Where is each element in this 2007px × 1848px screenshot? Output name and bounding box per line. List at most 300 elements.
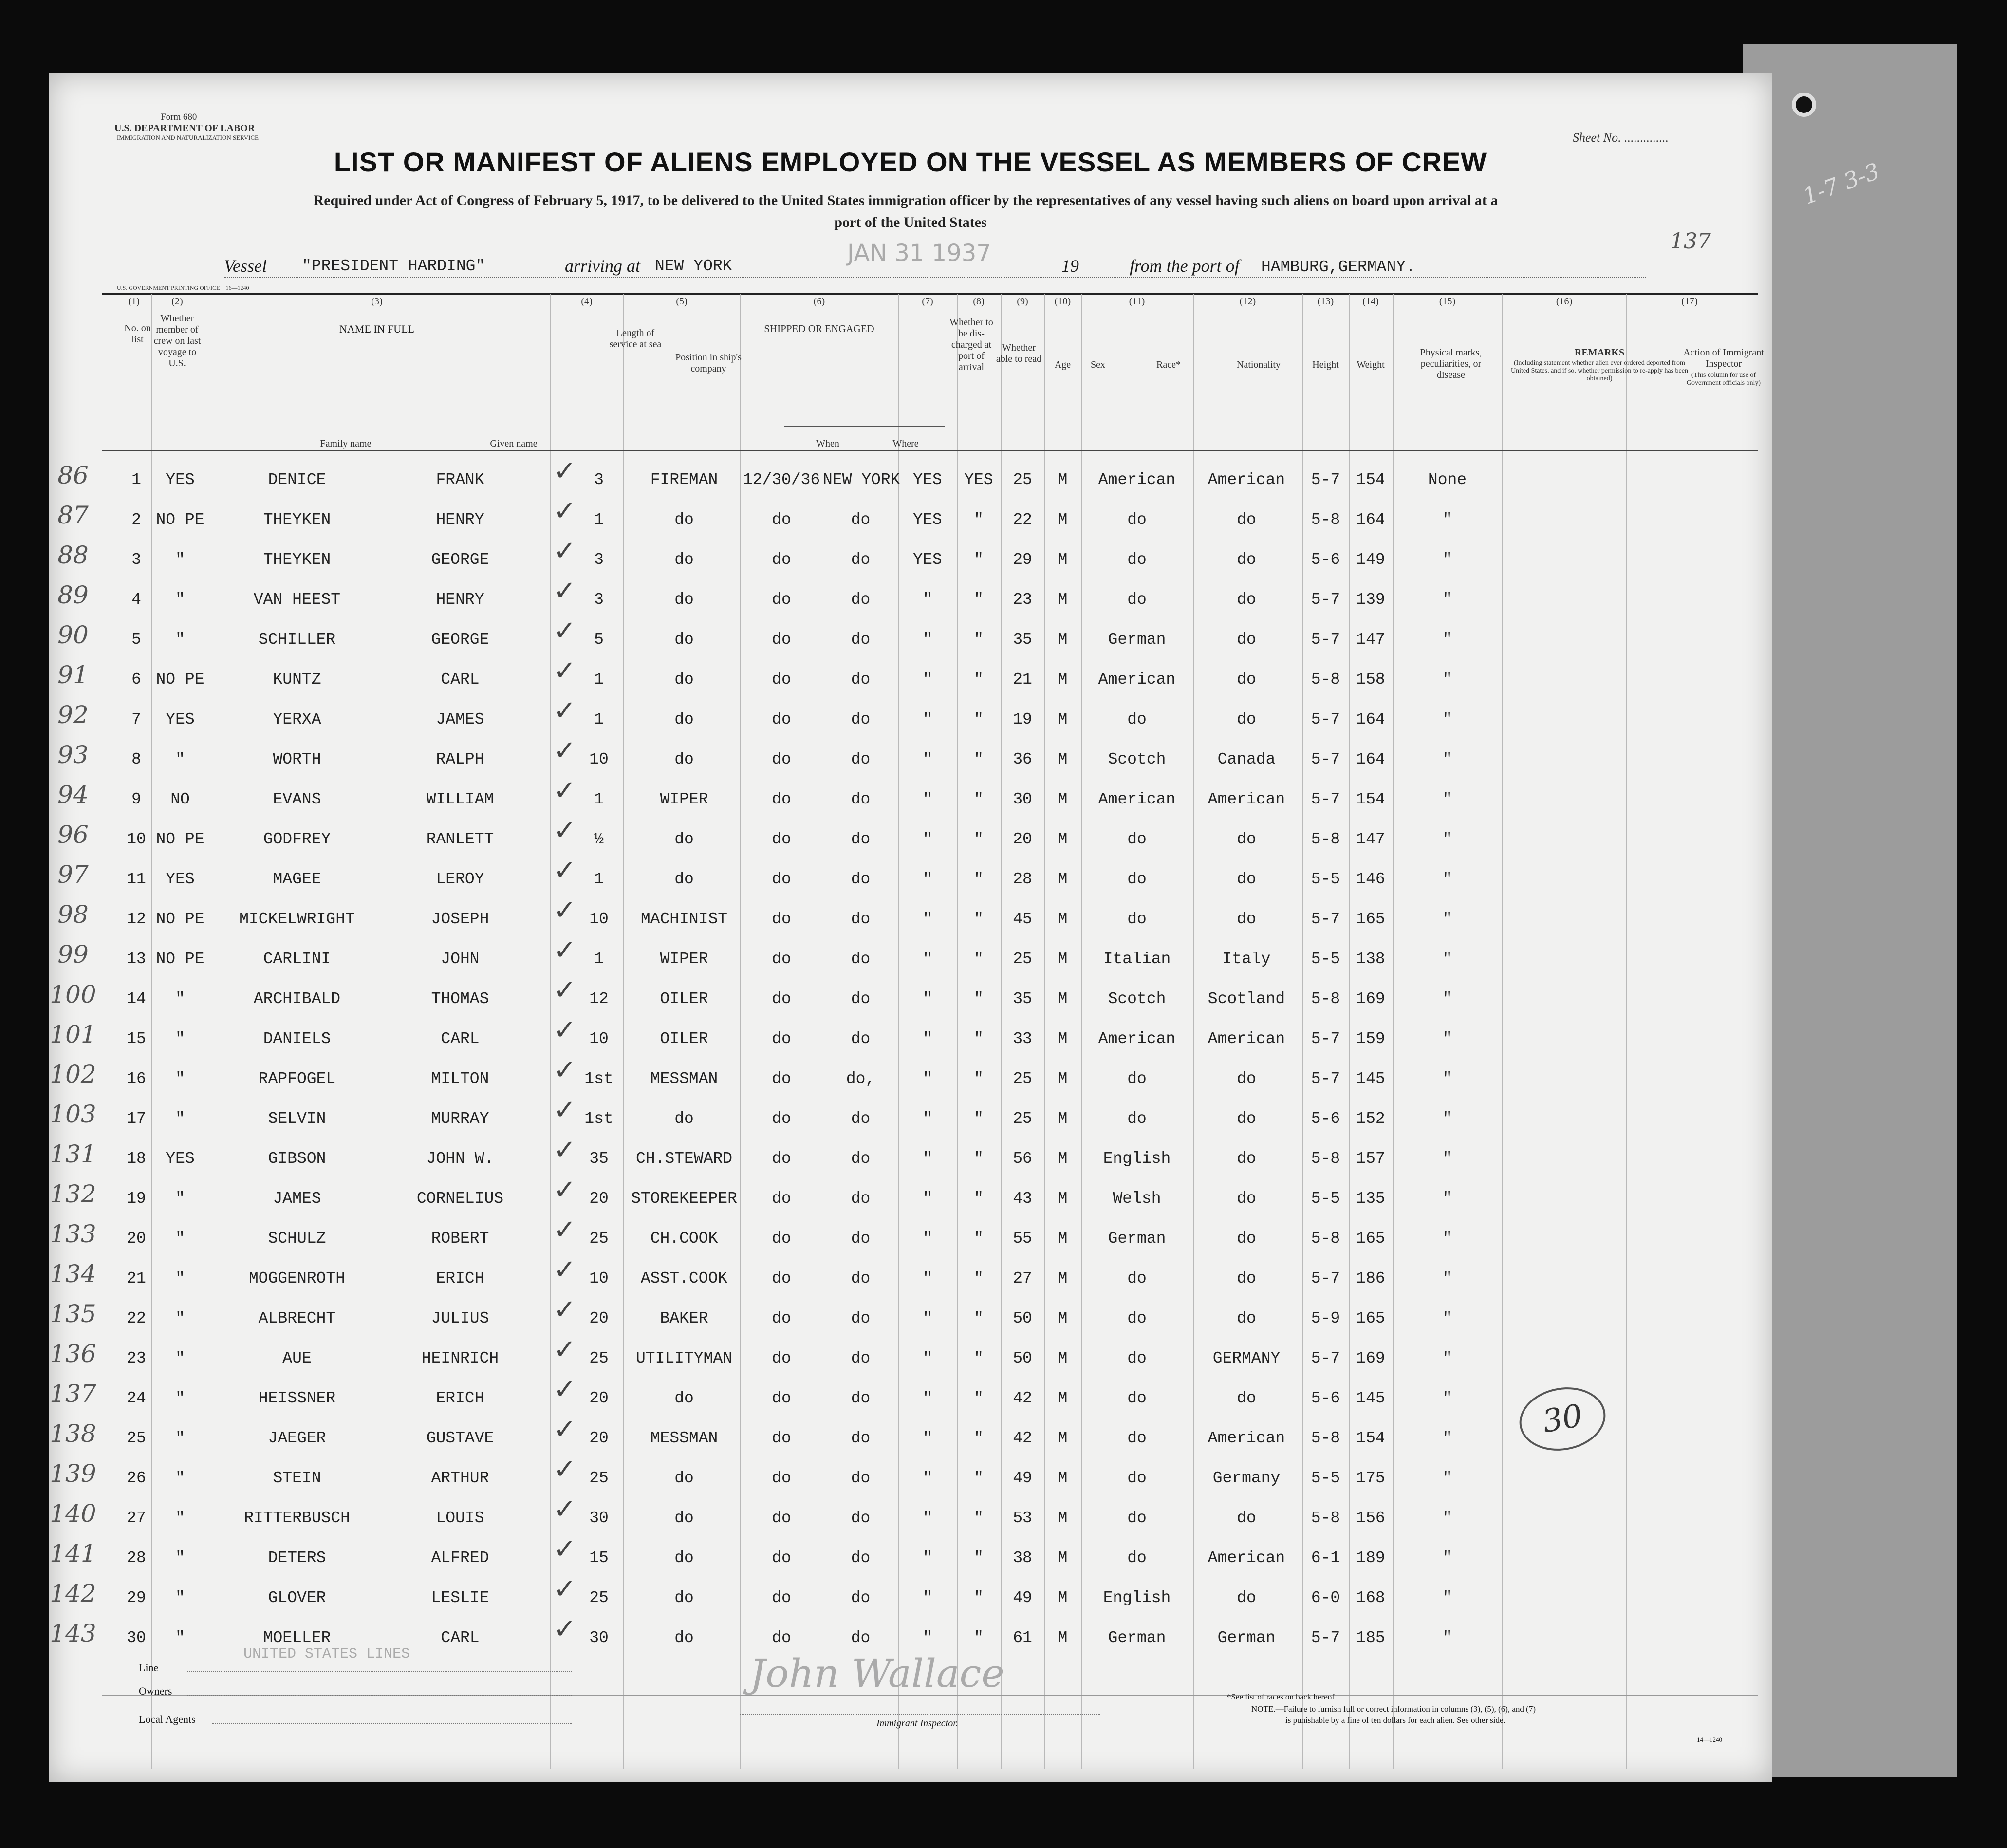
hdr-num: (1): [128, 296, 140, 307]
hdr-name-in-full: NAME IN FULL: [339, 323, 414, 335]
shipped-where: do: [851, 1549, 871, 1567]
shipped-when: do: [772, 910, 791, 928]
age: 19: [1013, 710, 1032, 728]
able-to-read: ": [974, 1589, 984, 1607]
manifest-sheet: [49, 73, 1883, 1782]
weight: 145: [1356, 1070, 1385, 1088]
member-last-voyage: NO: [170, 790, 190, 808]
family-name: WORTH: [273, 750, 321, 768]
age: 42: [1013, 1389, 1032, 1407]
hdr-no-on-list: No. on list: [124, 323, 151, 345]
table-row: [49, 455, 1772, 505]
table-row: [49, 1134, 1772, 1184]
able-to-read: ": [974, 1309, 984, 1327]
shipped-where: do: [851, 1030, 871, 1048]
to-be-discharged: ": [923, 1230, 932, 1248]
row-number: 21: [127, 1269, 146, 1288]
family-name: GIBSON: [268, 1150, 326, 1168]
member-last-voyage: ": [175, 1389, 185, 1407]
able-to-read: ": [974, 1230, 984, 1248]
height: 5-6: [1311, 1389, 1340, 1407]
table-row: [49, 1533, 1772, 1583]
to-be-discharged: ": [923, 1549, 932, 1567]
able-to-read: YES: [964, 471, 993, 489]
position: BAKER: [660, 1309, 708, 1327]
handwritten-line-number: 97: [57, 860, 89, 889]
row-number: 16: [127, 1070, 146, 1088]
sex: M: [1058, 591, 1068, 609]
family-name: VAN HEEST: [253, 591, 341, 609]
hdr-num: (12): [1239, 296, 1256, 307]
family-name: KUNTZ: [273, 671, 321, 689]
member-last-voyage: NO PE: [156, 511, 204, 529]
family-name: AUE: [282, 1349, 312, 1367]
position: OILER: [660, 1030, 708, 1048]
race: English: [1103, 1589, 1171, 1607]
member-last-voyage: YES: [166, 870, 195, 888]
handwritten-line-number: 102: [50, 1060, 96, 1088]
height: 5-7: [1311, 471, 1340, 489]
length-of-service: 10: [589, 750, 609, 768]
row-number: 25: [127, 1429, 146, 1447]
nationality: do: [1237, 830, 1256, 848]
family-name: STEIN: [273, 1469, 321, 1487]
age: 53: [1013, 1509, 1032, 1527]
shipped-when: do: [772, 1629, 791, 1647]
position: do: [674, 511, 694, 529]
member-last-voyage: NO PE: [156, 671, 204, 689]
sex: M: [1058, 1429, 1068, 1447]
sex: M: [1058, 910, 1068, 928]
page-title: LIST OR MANIFEST OF ALIENS EMPLOYED ON THE VESSEL AS MEMBERS OF CREW: [334, 147, 1487, 177]
footer-note-2: NOTE.—Failure to furnish full or correct information in columns (3), (5), (6), and (7): [1251, 1704, 1536, 1714]
able-to-read: ": [974, 990, 984, 1008]
given-name: RALPH: [436, 750, 484, 768]
sex: M: [1058, 1629, 1068, 1647]
member-last-voyage: ": [175, 551, 185, 569]
shipped-where: do: [851, 671, 871, 689]
able-to-read: ": [974, 830, 984, 848]
nationality: Scotland: [1208, 990, 1285, 1008]
row-number: 3: [131, 551, 141, 569]
handwritten-line-number: 138: [50, 1419, 96, 1448]
age: 30: [1013, 790, 1032, 808]
member-last-voyage: YES: [166, 471, 195, 489]
able-to-read: ": [974, 710, 984, 728]
nationality: German: [1217, 1629, 1276, 1647]
weight: 165: [1356, 1309, 1385, 1327]
printing-office: U.S. GOVERNMENT PRINTING OFFICE 16—1240: [117, 284, 249, 291]
hdr-whether-member: Whether member of crew on last voyage to U.S.: [153, 313, 201, 369]
family-name: EVANS: [273, 790, 321, 808]
handwritten-line-number: 140: [50, 1499, 96, 1528]
physical-marks: ": [1442, 830, 1452, 848]
height: 5-8: [1311, 671, 1340, 689]
given-name: MILTON: [431, 1070, 489, 1088]
checkmark-icon: ✓: [553, 775, 576, 806]
hdr-where: Where: [892, 438, 919, 449]
arriving-label: arriving at: [565, 256, 641, 276]
given-name: JOHN: [441, 950, 480, 968]
table-row: [49, 1374, 1772, 1423]
to-be-discharged: YES: [913, 511, 942, 529]
weight: 186: [1356, 1269, 1385, 1288]
row-number: 2: [131, 511, 141, 529]
checkmark-icon: ✓: [553, 974, 576, 1006]
height: 5-8: [1311, 511, 1340, 529]
shipped-where: do: [851, 631, 871, 649]
length-of-service: 1st: [584, 1110, 613, 1128]
member-last-voyage: ": [175, 1030, 185, 1048]
member-last-voyage: ": [175, 1589, 185, 1607]
hdr-weight: Weight: [1357, 359, 1385, 370]
nationality: American: [1208, 1549, 1285, 1567]
checkmark-icon: ✓: [553, 575, 576, 607]
position: WIPER: [660, 950, 708, 968]
hdr-num: (10): [1054, 296, 1071, 307]
sex: M: [1058, 1230, 1068, 1248]
age: 36: [1013, 750, 1032, 768]
to-be-discharged: ": [923, 710, 932, 728]
row-number: 10: [127, 830, 146, 848]
able-to-read: ": [974, 631, 984, 649]
member-last-voyage: ": [175, 1429, 185, 1447]
inspector-signature: John Wallace: [750, 1651, 1004, 1696]
family-name: THEYKEN: [263, 511, 331, 529]
shipped-where: do: [851, 1629, 871, 1647]
family-name: ALBRECHT: [258, 1309, 336, 1327]
given-name: HENRY: [436, 511, 484, 529]
shipped-when: do: [772, 710, 791, 728]
age: 22: [1013, 511, 1032, 529]
family-name: THEYKEN: [263, 551, 331, 569]
row-number: 19: [127, 1190, 146, 1208]
given-name: HEINRICH: [421, 1349, 499, 1367]
hdr-able-to-read: Whether able to read: [996, 342, 1042, 364]
sex: M: [1058, 1110, 1068, 1128]
age: 25: [1013, 1110, 1032, 1128]
physical-marks: ": [1442, 1589, 1452, 1607]
table-row: [49, 575, 1772, 625]
hdr-num: (14): [1362, 296, 1379, 307]
handwritten-line-number: 141: [50, 1539, 96, 1568]
checkmark-icon: ✓: [553, 1054, 576, 1086]
family-name: MOELLER: [263, 1629, 331, 1647]
nationality: do: [1237, 1110, 1256, 1128]
shipped-where: do: [851, 1509, 871, 1527]
weight: 168: [1356, 1589, 1385, 1607]
age: 35: [1013, 990, 1032, 1008]
sex: M: [1058, 1509, 1068, 1527]
nationality: do: [1237, 511, 1256, 529]
length-of-service: 20: [589, 1190, 609, 1208]
table-row: [49, 895, 1772, 944]
length-of-service: ½: [594, 830, 604, 848]
shipped-where: do: [851, 591, 871, 609]
shipped-where: do: [851, 1309, 871, 1327]
given-name: WILLIAM: [426, 790, 494, 808]
given-name: THOMAS: [431, 990, 489, 1008]
nationality: do: [1237, 910, 1256, 928]
hdr-family-name: Family name: [320, 438, 372, 449]
checkmark-icon: ✓: [553, 455, 576, 487]
handwritten-line-number: 142: [50, 1579, 96, 1607]
sex: M: [1058, 1589, 1068, 1607]
footer-code: 14—1240: [1697, 1736, 1722, 1743]
subtitle-line1: Required under Act of Congress of February 5, 1917, to be delivered to the United States immigration officer by the representatives of any vessel having such aliens on board upon arrival at a: [313, 192, 1498, 208]
footer-note-3: is punishable by a fine of ten dollars for each alien. See other side.: [1285, 1716, 1505, 1725]
race: do: [1127, 1070, 1147, 1088]
sex: M: [1058, 1389, 1068, 1407]
height: 5-5: [1311, 1469, 1340, 1487]
weight: 164: [1356, 710, 1385, 728]
shipped-when: do: [772, 1309, 791, 1327]
physical-marks: ": [1442, 1629, 1452, 1647]
to-be-discharged: ": [923, 671, 932, 689]
department: U.S. DEPARTMENT OF LABOR: [114, 123, 255, 133]
position: do: [674, 710, 694, 728]
nationality: do: [1237, 591, 1256, 609]
physical-marks: ": [1442, 710, 1452, 728]
length-of-service: 30: [589, 1629, 609, 1647]
height: 5-5: [1311, 870, 1340, 888]
handwritten-line-number: 90: [57, 621, 89, 649]
given-name: GEORGE: [431, 631, 489, 649]
from-label: from the port of: [1130, 256, 1240, 276]
table-row: [49, 695, 1772, 745]
nationality: do: [1237, 1269, 1256, 1288]
checkmark-icon: ✓: [553, 1254, 576, 1286]
row-number: 27: [127, 1509, 146, 1527]
line-label: Line: [139, 1661, 159, 1674]
able-to-read: ": [974, 870, 984, 888]
member-last-voyage: YES: [166, 1150, 195, 1168]
physical-marks: ": [1442, 671, 1452, 689]
member-last-voyage: ": [175, 1309, 185, 1327]
age: 25: [1013, 950, 1032, 968]
weight: 169: [1356, 990, 1385, 1008]
age: 29: [1013, 551, 1032, 569]
checkmark-icon: ✓: [553, 655, 576, 687]
handwritten-line-number: 137: [50, 1380, 96, 1408]
weight: 156: [1356, 1509, 1385, 1527]
race: do: [1127, 1309, 1147, 1327]
race: American: [1098, 1030, 1176, 1048]
length-of-service: 1: [594, 870, 604, 888]
weight: 135: [1356, 1190, 1385, 1208]
member-last-voyage: ": [175, 1509, 185, 1527]
shipped-where: do: [851, 830, 871, 848]
hdr-age: Age: [1054, 359, 1071, 370]
nationality: American: [1208, 1030, 1285, 1048]
sex: M: [1058, 1030, 1068, 1048]
family-name: DENICE: [268, 471, 326, 489]
hdr-discharged: Whether to be dis-charged at port of arrival: [949, 317, 993, 373]
table-row: [49, 855, 1772, 904]
hdr-length: Length of service at sea: [609, 328, 662, 350]
to-be-discharged: ": [923, 1469, 932, 1487]
length-of-service: 20: [589, 1389, 609, 1407]
race: American: [1098, 471, 1176, 489]
family-name: GLOVER: [268, 1589, 326, 1607]
hdr-remarks: REMARKS: [1574, 347, 1625, 358]
row-number: 23: [127, 1349, 146, 1367]
to-be-discharged: ": [923, 1429, 932, 1447]
height: 5-7: [1311, 750, 1340, 768]
shipped-when: do: [772, 1549, 791, 1567]
row-number: 18: [127, 1150, 146, 1168]
footer-note-1: *See list of races on back hereof.: [1227, 1692, 1337, 1701]
row-number: 15: [127, 1030, 146, 1048]
able-to-read: ": [974, 910, 984, 928]
shipped-when: do: [772, 1589, 791, 1607]
able-to-read: ": [974, 750, 984, 768]
shipped-where: do: [851, 1429, 871, 1447]
shipped-where: do: [851, 1389, 871, 1407]
position: STOREKEEPER: [631, 1190, 737, 1208]
row-number: 17: [127, 1110, 146, 1128]
handwritten-line-number: 94: [57, 781, 89, 809]
length-of-service: 25: [589, 1469, 609, 1487]
given-name: LESLIE: [431, 1589, 489, 1607]
physical-marks: ": [1442, 1110, 1452, 1128]
table-row: [49, 1493, 1772, 1543]
sex: M: [1058, 1150, 1068, 1168]
handwritten-line-number: 98: [57, 900, 89, 929]
handwritten-line-number: 88: [57, 541, 89, 569]
nationality: do: [1237, 1070, 1256, 1088]
age: 45: [1013, 910, 1032, 928]
to-be-discharged: ": [923, 950, 932, 968]
shipped-where: do: [851, 1269, 871, 1288]
given-name: CARL: [441, 1030, 480, 1048]
race: do: [1127, 1110, 1147, 1128]
length-of-service: 1: [594, 710, 604, 728]
nationality: American: [1208, 1429, 1285, 1447]
family-name: MICKELWRIGHT: [239, 910, 355, 928]
race: Scotch: [1108, 750, 1166, 768]
age: 42: [1013, 1429, 1032, 1447]
member-last-voyage: ": [175, 1629, 185, 1647]
hdr-sex: Sex: [1091, 359, 1105, 370]
able-to-read: ": [974, 1030, 984, 1048]
shipped-where: do: [851, 990, 871, 1008]
to-be-discharged: ": [923, 1030, 932, 1048]
checkmark-icon: ✓: [553, 735, 576, 766]
row-number: 7: [131, 710, 141, 728]
physical-marks: ": [1442, 1190, 1452, 1208]
nationality: Canada: [1217, 750, 1276, 768]
shipped-when: do: [772, 671, 791, 689]
hdr-action-note: (This column for use of Government officials only): [1686, 372, 1761, 387]
to-be-discharged: ": [923, 910, 932, 928]
position: do: [674, 631, 694, 649]
handwritten-line-number: 135: [50, 1300, 96, 1328]
member-last-voyage: ": [175, 990, 185, 1008]
row-number: 22: [127, 1309, 146, 1327]
family-name: MOGGENROTH: [248, 1269, 346, 1288]
shipped-where: do: [851, 1190, 871, 1208]
physical-marks: ": [1442, 511, 1452, 529]
table-row: [49, 1573, 1772, 1623]
member-last-voyage: ": [175, 750, 185, 768]
to-be-discharged: ": [923, 1150, 932, 1168]
checkmark-icon: ✓: [553, 615, 576, 647]
shipped-where: do: [851, 511, 871, 529]
height: 5-8: [1311, 990, 1340, 1008]
table-header: [49, 294, 1772, 449]
race: Italian: [1103, 950, 1171, 968]
to-be-discharged: ": [923, 1110, 932, 1128]
shipped-divider: [784, 426, 945, 427]
line-value: UNITED STATES LINES: [243, 1646, 410, 1662]
age: 23: [1013, 591, 1032, 609]
shipped-when: do: [772, 790, 791, 808]
family-name: ARCHIBALD: [253, 990, 341, 1008]
handwritten-line-number: 131: [50, 1140, 96, 1168]
handwritten-line-number: 93: [57, 741, 89, 769]
race: do: [1127, 1349, 1147, 1367]
age: 56: [1013, 1150, 1032, 1168]
race: do: [1127, 1549, 1147, 1567]
height: 5-7: [1311, 1030, 1340, 1048]
age: 50: [1013, 1349, 1032, 1367]
shipped-where: do: [851, 1230, 871, 1248]
height: 5-8: [1311, 1150, 1340, 1168]
given-name: ARTHUR: [431, 1469, 489, 1487]
given-name: CORNELIUS: [416, 1190, 504, 1208]
family-name: GODFREY: [263, 830, 331, 848]
weight: 154: [1356, 790, 1385, 808]
checkmark-icon: ✓: [553, 1414, 576, 1445]
age: 27: [1013, 1269, 1032, 1288]
age: 61: [1013, 1629, 1032, 1647]
shipped-where: do: [851, 1469, 871, 1487]
checkmark-icon: ✓: [553, 1094, 576, 1126]
hdr-num: (13): [1317, 296, 1334, 307]
shipped-when: do: [772, 551, 791, 569]
length-of-service: 3: [594, 471, 604, 489]
row-number: 28: [127, 1549, 146, 1567]
hdr-num: (15): [1439, 296, 1456, 307]
race: German: [1108, 1629, 1166, 1647]
shipped-when: do: [772, 591, 791, 609]
table-row: [49, 655, 1772, 705]
handwritten-line-number: 86: [57, 461, 89, 489]
hdr-num: (9): [1017, 296, 1028, 307]
sex: M: [1058, 1349, 1068, 1367]
table-row: [49, 1214, 1772, 1264]
race: do: [1127, 1509, 1147, 1527]
race: do: [1127, 830, 1147, 848]
given-name: JAMES: [436, 710, 484, 728]
age: 49: [1013, 1589, 1032, 1607]
able-to-read: ": [974, 1549, 984, 1567]
race: do: [1127, 511, 1147, 529]
weight: 149: [1356, 551, 1385, 569]
length-of-service: 5: [594, 631, 604, 649]
nationality: do: [1237, 1389, 1256, 1407]
checkmark-icon: ✓: [553, 1294, 576, 1325]
to-be-discharged: ": [923, 790, 932, 808]
length-of-service: 35: [589, 1150, 609, 1168]
vessel-name: "PRESIDENT HARDING": [302, 257, 485, 275]
height: 5-7: [1311, 1070, 1340, 1088]
height: 5-7: [1311, 631, 1340, 649]
nationality: do: [1237, 1589, 1256, 1607]
row-number: 30: [127, 1629, 146, 1647]
height: 5-5: [1311, 1190, 1340, 1208]
